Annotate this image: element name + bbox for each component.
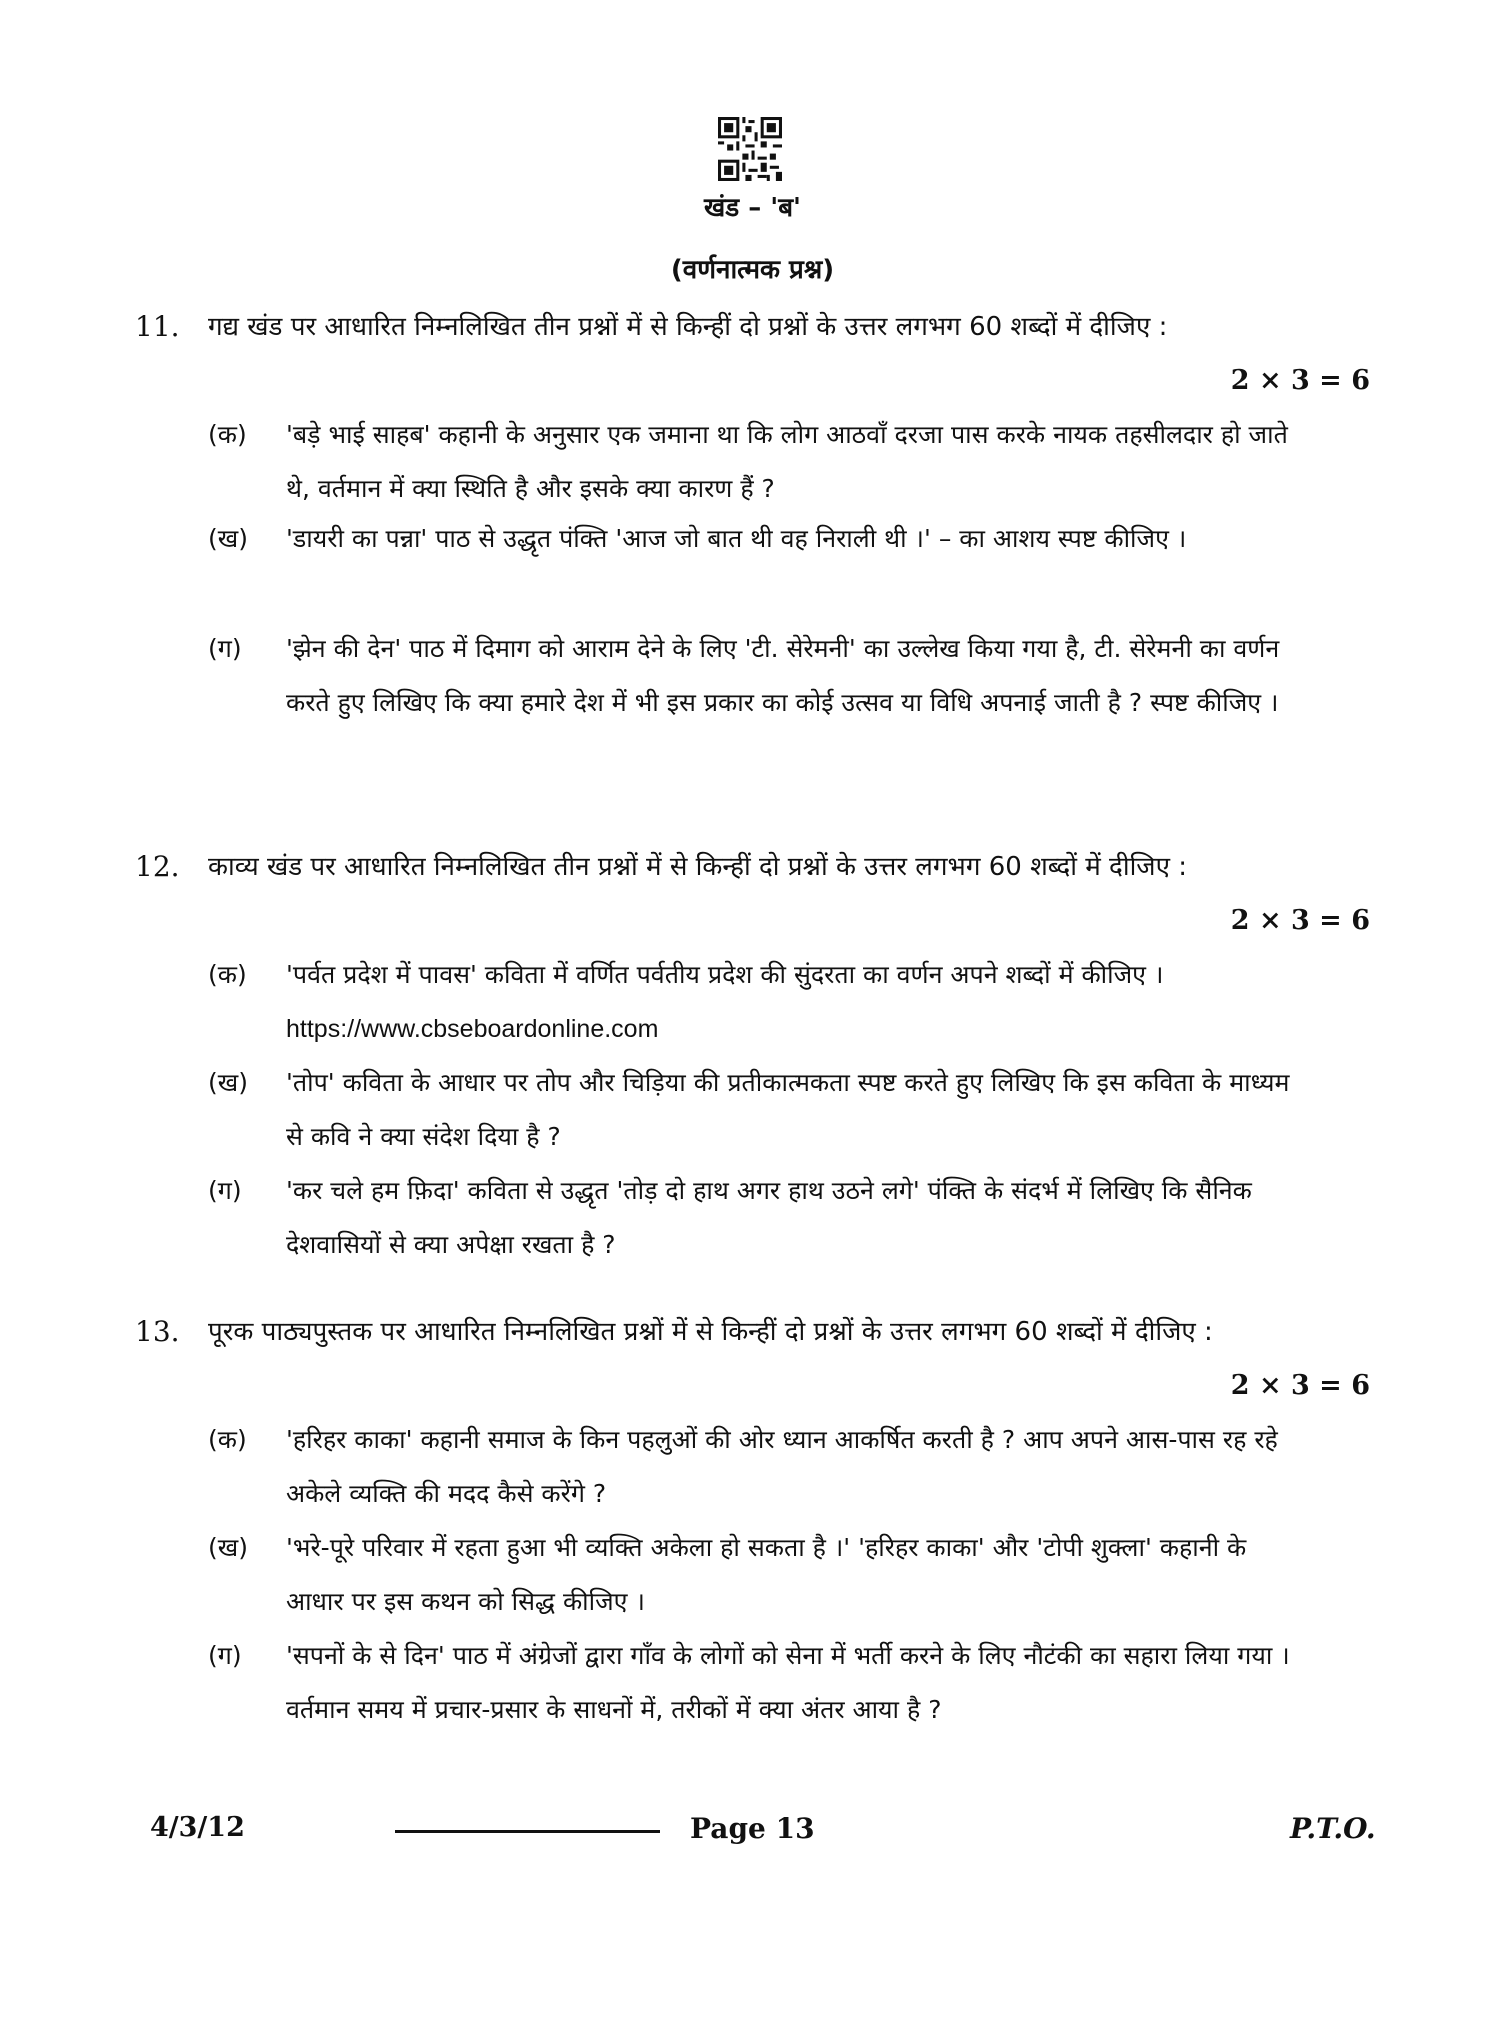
page-footer <box>0 1812 1505 1852</box>
part-label: (ख) <box>208 1068 248 1097</box>
part-text: 'तोप' कविता के आधार पर तोप और चिड़िया की प्रतीकात्मकता स्पष्ट करते हुए लिखिए कि इस कविता के माध्यम से कवि ने क्या संदेश दिया है ? <box>286 1068 1290 1151</box>
part-label: (ख) <box>208 524 248 553</box>
part-label: (ग) <box>208 1641 242 1670</box>
part-text: 'झेन की देन' पाठ में दिमाग को आराम देने के लिए 'टी. सेरेमनी' का उल्लेख किया गया है, टी. सेरेमनी का वर्णन करते हुए लिखिए कि क्या हमारे देश में भी इस प्रकार का कोई उत्सव या विधि अपनाई जाती है ? स्पष्ट कीजिए । <box>286 634 1280 717</box>
question-number: 13. <box>135 1315 180 1348</box>
part-text: 'सपनों के से दिन' पाठ में अंग्रेजों द्वारा गाँव के लोगों को सेना में भर्ती करने के लिए नौटंकी का सहारा लिया गया । वर्तमान समय में प्रचार-प्रसार के साधनों में, तरीकों में क्या अंतर आया है ? <box>286 1641 1290 1724</box>
part-text <box>286 948 1301 1056</box>
source-url-link[interactable]: https://www.cbseboardonline.com <box>286 1015 659 1043</box>
part-label: (ख) <box>208 1533 248 1562</box>
question-stem: काव्य खंड पर आधारित निम्नलिखित तीन प्रश्नों में से किन्हीं दो प्रश्नों के उत्तर लगभग 60 शब्दों में दीजिए : <box>208 852 1188 882</box>
question-number: 11. <box>135 310 180 343</box>
part-text: 'हरिहर काका' कहानी समाज के किन पहलुओं की ओर ध्यान आकर्षित करती है ? आप अपने आस-पास रह रहे अकेले व्यक्ति की मदद कैसे करेंगे ? <box>286 1425 1278 1508</box>
part-label: (क) <box>208 1425 247 1454</box>
question-stem: पूरक पाठ्यपुस्तक पर आधारित निम्नलिखित प्रश्नों में से किन्हीं दो प्रश्नों के उत्तर लगभग 60 शब्दों में दीजिए : <box>208 1317 1213 1347</box>
page-number: Page 13 <box>690 1812 815 1845</box>
part-label: (ग) <box>208 1176 242 1205</box>
part-text: 'भरे-पूरे परिवार में रहता हुआ भी व्यक्ति अकेला हो सकता है ।' 'हरिहर काका' और 'टोपी शुक्ला' कहानी के आधार पर इस कथन को सिद्ध कीजिए । <box>286 1533 1247 1616</box>
question-number: 12. <box>135 850 180 883</box>
question-marks: 2 × 3 = 6 <box>1230 905 1370 936</box>
part-text: 'बड़े भाई साहब' कहानी के अनुसार एक जमाना था कि लोग आठवाँ दरजा पास करके नायक तहसीलदार हो जाते थे, वर्तमान में क्या स्थिति है और इसके क्या कारण हैं ? <box>286 420 1288 503</box>
question-marks: 2 × 3 = 6 <box>1230 365 1370 396</box>
question-marks: 2 × 3 = 6 <box>1230 1370 1370 1401</box>
pto-label: P.T.O. <box>1290 1812 1376 1845</box>
part-label: (ग) <box>208 634 242 663</box>
section-title: खंड – 'ब' <box>703 193 802 223</box>
part-label: (क) <box>208 960 247 989</box>
part-text: 'कर चले हम फ़िदा' कविता से उद्धृत 'तोड़ दो हाथ अगर हाथ उठने लगे' पंक्ति के संदर्भ में लिखिए कि सैनिक देशवासियों से क्या अपेक्षा रखता है ? <box>286 1176 1252 1259</box>
part-text-body: 'पर्वत प्रदेश में पावस' कविता में वर्णित पर्वतीय प्रदेश की सुंदरता का वर्णन अपने शब्दों में कीजिए । <box>286 960 1164 989</box>
section-subtitle: (वर्णनात्मक प्रश्न) <box>670 255 835 285</box>
footer-rule <box>395 1830 660 1833</box>
paper-code: 4/3/12 <box>150 1812 245 1843</box>
part-label: (क) <box>208 420 247 449</box>
part-text: 'डायरी का पन्ना' पाठ से उद्धृत पंक्ति 'आज जो बात थी वह निराली थी ।' – का आशय स्पष्ट कीजिए । <box>286 524 1187 553</box>
qr-code-icon <box>718 117 782 181</box>
question-stem: गद्य खंड पर आधारित निम्नलिखित तीन प्रश्नों में से किन्हीं दो प्रश्नों के उत्तर लगभग 60 शब्दों में दीजिए : <box>208 312 1168 342</box>
